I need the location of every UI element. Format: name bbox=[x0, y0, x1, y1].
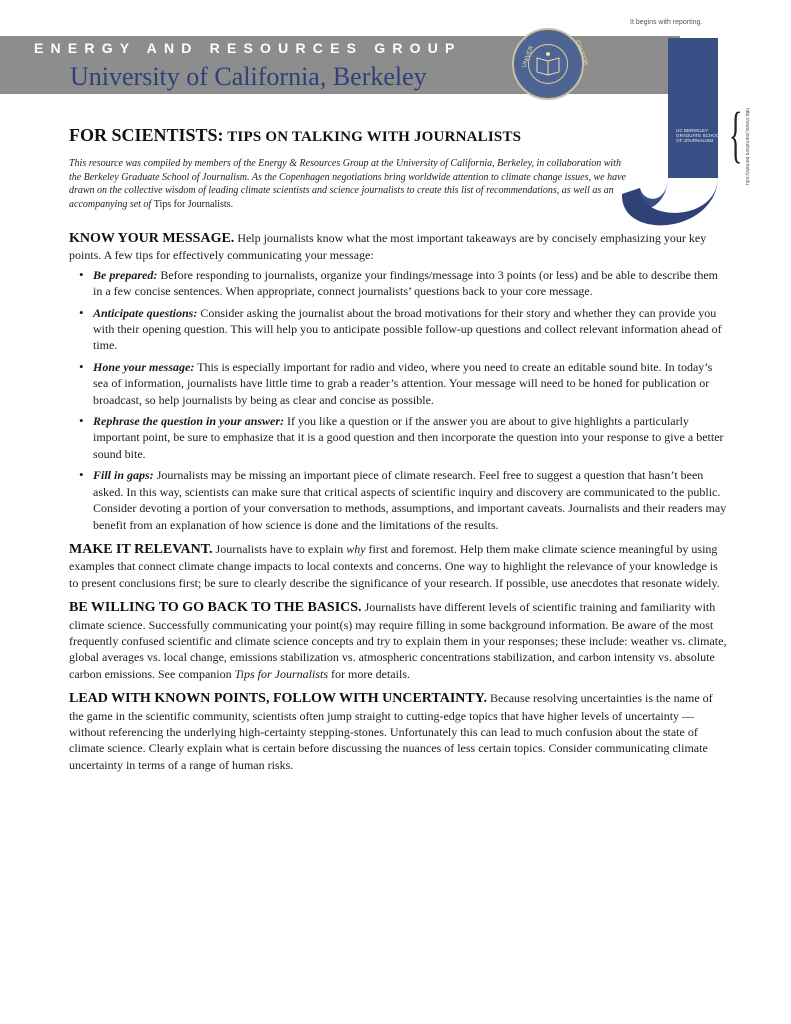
org-name: ENERGY AND RESOURCES GROUP bbox=[34, 40, 462, 56]
side-url: http://www.journalism.berkeley.edu bbox=[744, 108, 750, 185]
brace-glyph: { bbox=[729, 101, 743, 169]
section-heading: BE WILLING TO GO BACK TO THE BASICS. bbox=[69, 600, 362, 616]
intro-paragraph: This resource was compiled by members of the Energy & Resources Group at the University of California, Berkeley, in collaboration with the Berkeley Graduate School of Journalism. As the Copenhagen negotiations bring worldwide attention to climate change issues, we have drawn on the collective wisdom of leading climate scientists and science journalists to create this list of recommendations, as well as an accompanying set of Tips for Journalists. bbox=[69, 158, 626, 210]
list-item: • Hone your message: This is especially important for radio and video, where you need to create an editable sound bite. In today’s sea of information, journalists have little time to grab a reader’s attention. Your message will need to be honed for publication or broadcast, so help journalists by being as clear and concise as possible. bbox=[93, 359, 729, 408]
university-seal-logo bbox=[512, 28, 589, 100]
document-body bbox=[69, 230, 729, 781]
list-item: • Be prepared: Before responding to journalists, organize your findings/message into 3 points (or less) and be able to describe them in a few concise sentences. When appropriate, connect journalists’ questions back to your core message. bbox=[93, 267, 729, 300]
seal-text-left: UNIVER bbox=[521, 45, 536, 69]
list-item: • Fill in gaps: Journalists may be missing an important piece of climate research. Feel free to suggest a question that hasn’t been asked. In this way, scientists can make sure that critical aspects of scientific inquiry and discovery are communicated to the public. Consider devoting a portion of your conversation to methods, assumptions, and important caveats. Journalists and their readers may benefit from an explanation of how science is done and the limitations of the results. bbox=[93, 467, 729, 533]
tagline: It begins with reporting. bbox=[630, 19, 703, 26]
journalism-school-caption: UC BERKELEY GRADUATE SCHOOL OF JOURNALISM bbox=[676, 128, 722, 143]
section-heading: MAKE IT RELEVANT. bbox=[69, 541, 213, 557]
section-know-your-message: KNOW YOUR MESSAGE. Help journalists know what the most important takeaways are by concisely emphasizing your key points. A few tips for effectively communicating your message: • Be prepared: Before responding to journalists, organize your findings/message into 3 points (or less) and be able to describe them in a few concise sentences. When appropriate, connect journalists’ questions back to your core message. • Anticipate questions: Consider asking the journalist about the broad motivations for their story and whether they can provide you with their opening question. This will help you to anticipate possible follow-up questions and collect relevant information ahead of time. • Hone your message: This is especially important for radio and video, where you need to create an editable sound bite. In today’s sea of information, journalists have little time to grab a reader’s attention. Your message will need to be honed for publication or broadcast, so help journalists by being as clear and concise as possible. • Rephrase the question in your answer: If you like a question or if the answer you are about to give highlights a particularly important point, be sure to emphasize that it is a good question and then incorporate the question into your response to give a better sound bite. • Fill in gaps: Journalists may be missing an important piece of climate research. Feel free to suggest a question that hasn’t been asked. In this way, scientists can make sure that critical aspects of scientific inquiry and discovery are communicated to the public. Consider devoting a portion of your conversation to methods, assumptions, and important caveats. Journalists and their readers may benefit from an explanation of how science is done and the limitations of the results. bbox=[69, 230, 729, 533]
list-item: • Anticipate questions: Consider asking the journalist about the broad motivations for their story and whether they can provide you with their opening question. This will help you to anticipate possible follow-up questions and collect relevant information ahead of time. bbox=[93, 305, 729, 354]
university-name: University of California, Berkeley bbox=[70, 62, 427, 91]
seal-text-right: CALIFOR bbox=[573, 39, 589, 67]
list-item: • Rephrase the question in your answer: If you like a question or if the answer you are about to give highlights a particularly important point, be sure to emphasize that it is a good question and then incorporate the question into your response to give a better sound bite. bbox=[93, 413, 729, 462]
section-heading: LEAD WITH KNOWN POINTS, FOLLOW WITH UNCERTAINTY. bbox=[69, 691, 488, 707]
section-heading: KNOW YOUR MESSAGE. bbox=[69, 231, 235, 246]
section-back-to-basics: BE WILLING TO GO BACK TO THE BASICS. Journalists have different levels of scientific training and familiarity with climate science. Successfully communicating your point(s) may require filling in some background information. Be aware of the most frequently confused scientific and climate science concepts and try to explain them in your responses; these include: weather vs. climate, global averages vs. local change, emissions stabilization vs. atmospheric concentrations stabilization, and carbon intensity vs. absolute carbon emissions. See companion Tips for Journalists for more details. bbox=[69, 600, 727, 681]
section-known-points: LEAD WITH KNOWN POINTS, FOLLOW WITH UNCERTAINTY. Because resolving uncertainties is the name of the game in the scientific community, scientists often jump straight to cutting-edge topics that have higher levels of uncertainty — without referencing the underlying high-certainty stepping-stones. Unfortunately this can lead to much confusion about the state of climate science. Clearly explain what is certain before discussing the nuances of less certain topics. Consider communicating climate uncertainty in terms of a range of human risks. bbox=[69, 691, 713, 772]
tips-list bbox=[69, 267, 729, 533]
page-title: FOR SCIENTISTS: TIPS ON TALKING WITH JOURNALISTS bbox=[69, 125, 522, 145]
section-make-it-relevant: MAKE IT RELEVANT. Journalists have to explain why first and foremost. Help them make climate science meaningful by using examples that connect climate change impacts to local contexts and concerns. One way to highlight the relevance of your knowledge is to present conclusions first; be sure to clearly describe the significance of your research. If possible, use anecdotes that resonate widely. bbox=[69, 541, 720, 590]
